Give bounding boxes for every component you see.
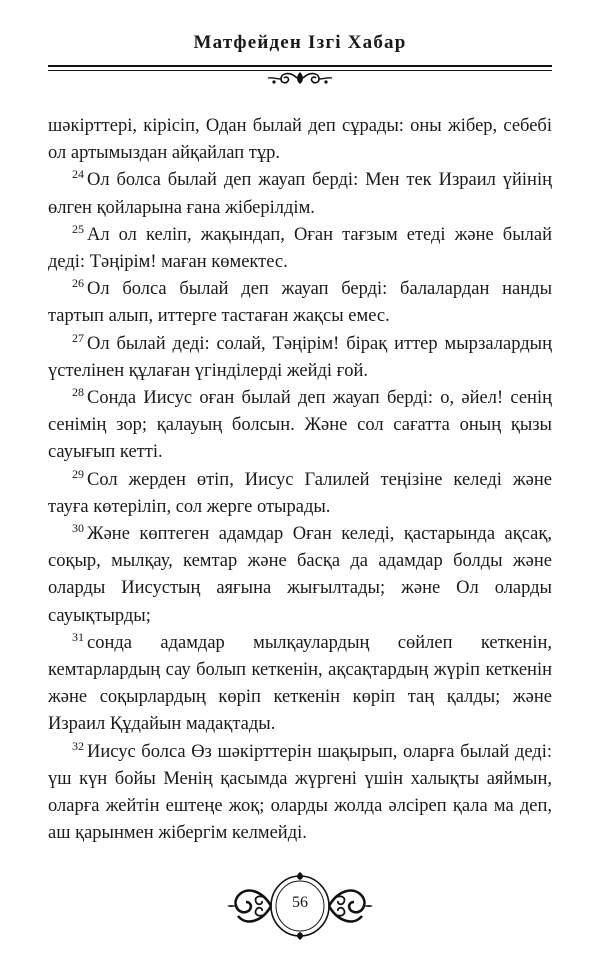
verse-paragraph (48, 739, 552, 848)
verse-paragraph (48, 467, 552, 521)
verse-text: Ол былай деді: солай, Тәңірім! бірақ иттер мырзалардың үстелінен құлаған үгінділерді жейді ғой. (48, 333, 552, 381)
running-header-title: Матфейден Ізгі Хабар (193, 32, 407, 53)
verse-text: Сол жерден өтіп, Иисус Галилей теңізіне келеді және тауға көтеріліп, сол жерге отырады. (48, 469, 552, 517)
verse-text: Сонда Иисус оған былай деп жауап берді: о, әйел! сенің сенімің зор; қалауың болсын. Және сол сағатта оның қызы сауығып кетті. (48, 388, 552, 463)
verse-number: 30 (72, 521, 84, 536)
verse-text: сонда адамдар мылқаулардың сөйлеп кеткенін, кемтарлардың сау болып кеткенін, ақсақтардың жүріп кеткенін және соқырлардың көріп кеткенін көріп таң қалды; және Израил Құдайын мадақтады. (48, 632, 552, 735)
verse-text: Ол болса былай деп жауап берді: Мен тек Израил үйінің өлген қойларына ғана жіберілдім. (48, 170, 552, 218)
verse-number: 27 (72, 330, 84, 345)
verse-paragraph (48, 276, 552, 330)
verse-text: Ол болса былай деп жауап берді: балалардан нанды тартып алып, иттерге тастаған жақсы емес. (48, 279, 552, 327)
verse-number: 29 (72, 466, 84, 481)
verse-paragraph (48, 331, 552, 385)
verse-number: 32 (72, 738, 84, 753)
scripture-text (48, 113, 552, 847)
verse-paragraph (48, 167, 552, 221)
verse-paragraph (48, 630, 552, 739)
verse-number: 25 (72, 221, 84, 236)
verse-number: 31 (72, 629, 84, 644)
verse-number: 24 (72, 167, 84, 182)
paragraph-continuation: шәкірттері, кірісіп, Одан былай деп сұрады: оны жібер, себебі ол артымыздан айқайлап тұр. (48, 116, 552, 164)
page-number: 56 (292, 894, 308, 911)
verse-text: Ал ол келіп, жақындап, Оған тағзым етеді және былай деді: Тәңірім! маған көмектес. (48, 224, 552, 273)
verse-number: 26 (72, 276, 84, 291)
verse-paragraph (48, 222, 552, 276)
verse-text: Иисус болса Өз шәкірттерін шақырып, оларға былай деді: үш күн бойы Менің қасымда жүргені үшін халықты аяймын, оларға жейтін ештеңе жоқ; оларды жолда әлсіреп қала ма деп, аш қарынмен жібергім келмейді. (48, 741, 552, 844)
header-ornament-icon (266, 70, 334, 86)
verse-number: 28 (72, 385, 84, 400)
verse-paragraph (48, 521, 552, 630)
header-rule-thick (48, 65, 552, 67)
verse-text: Және көптеген адамдар Оған келеді, қастарында ақсақ, соқыр, мылқау, кемтар және басқа да адамдар болды және оларды Иисустың аяғына жығылтады; және Ол оларды сауықтырды; (48, 524, 552, 626)
verse-paragraph (48, 385, 552, 467)
